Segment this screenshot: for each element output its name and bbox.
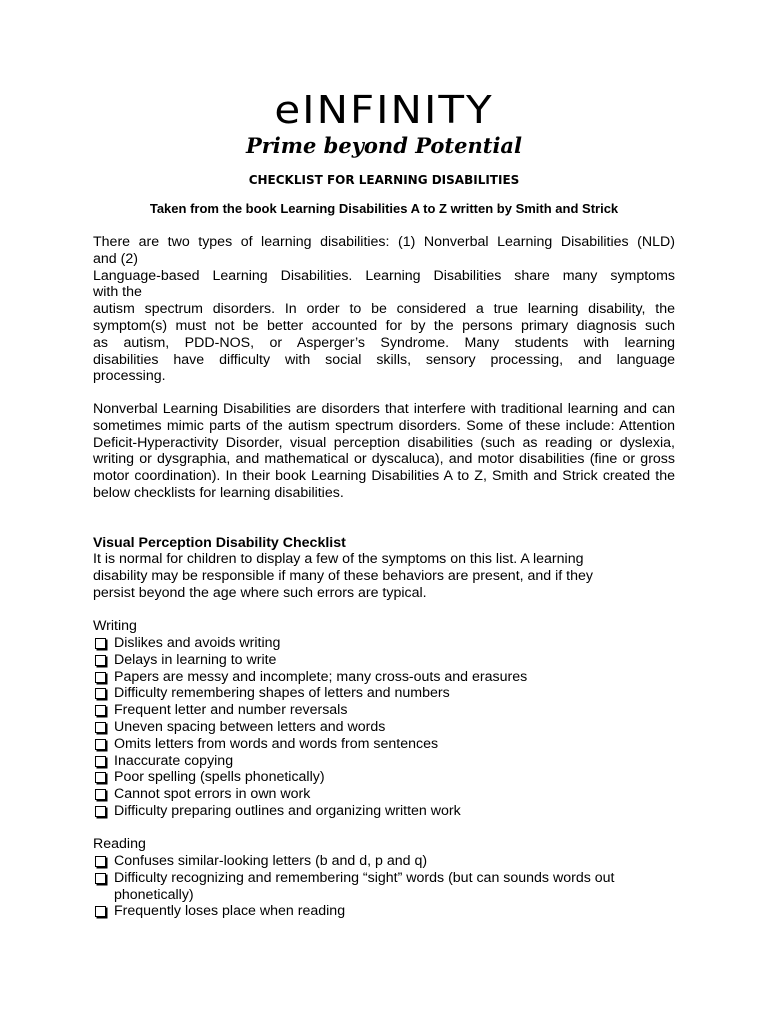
reading-checklist	[93, 853, 693, 920]
paragraph-line: disabilities have difficulty with social skills, sensory processing, and language	[93, 351, 675, 368]
checkbox-icon	[95, 873, 106, 884]
paragraph-line: autism spectrum disorders. In order to be considered a true learning disability, the	[93, 301, 675, 318]
checkbox-icon	[95, 705, 106, 716]
document-subtitle: Taken from the book Learning Disabilities A to Z written by Smith and Strick	[149, 201, 619, 216]
checklist-item-text: Uneven spacing between letters and words	[114, 718, 386, 735]
checklist-item	[93, 853, 693, 870]
checklist-item	[93, 652, 693, 669]
checklist-item-text: Difficulty recognizing and remembering “sight” words (but can sounds words out phonetically)	[114, 869, 615, 903]
checklist-item	[93, 736, 693, 753]
checklist-item-text: Papers are messy and incomplete; many cross-outs and erasures	[114, 668, 528, 685]
checklist-item	[93, 903, 693, 920]
logo-tagline: Prime beyond Potential	[245, 133, 523, 158]
logo-wordmark: eINFINITY	[274, 87, 494, 133]
checkbox-icon	[95, 756, 106, 767]
reading-label: Reading	[93, 836, 146, 852]
checkbox-icon	[95, 722, 106, 733]
checklist-item	[93, 635, 693, 652]
checklist-item	[93, 870, 693, 904]
checklist-item-text: Delays in learning to write	[114, 651, 277, 668]
checklist-item	[93, 702, 693, 719]
checklist-item	[93, 685, 693, 702]
checkbox-icon	[95, 772, 106, 783]
paragraph-line: as autism, PDD-NOS, or Asperger’s Syndrome. Many students with learning	[93, 334, 675, 351]
checklist-item-text: Difficulty preparing outlines and organizing written work	[114, 802, 461, 819]
checkbox-icon	[95, 806, 106, 817]
checklist-item-text: Dislikes and avoids writing	[114, 635, 281, 651]
checklist-item-text: Cannot spot errors in own work	[114, 786, 311, 803]
intro-line: It is normal for children to display a few of the symptoms on this list. A learning	[93, 551, 584, 567]
paragraph-line: Language-based Learning Disabilities. Learning Disabilities share many symptoms	[93, 267, 675, 284]
checklist-item	[93, 669, 693, 686]
intro-line: persist beyond the age where such errors are typical.	[93, 584, 427, 601]
checkbox-icon	[95, 856, 106, 867]
intro-paragraph	[93, 234, 675, 385]
checklist-item-text: Frequently loses place when reading	[114, 903, 346, 920]
checklist-heading: Visual Perception Disability Checklist	[93, 535, 346, 551]
paragraph-line: There are two types of learning disabilities: (1) Nonverbal Learning Disabilities (NLD)	[93, 234, 675, 250]
document-title: CHECKLIST FOR LEARNING DISABILITIES	[248, 173, 520, 187]
checklist-item	[93, 786, 693, 803]
paragraph-line: symptom(s) must not be better accounted for by the persons primary diagnosis such	[93, 317, 675, 334]
writing-checklist	[93, 635, 693, 820]
checkbox-icon	[95, 638, 106, 649]
checkbox-icon	[95, 672, 106, 683]
paragraph-line: processing.	[93, 368, 166, 385]
checklist-item-text: Omits letters from words and words from sentences	[114, 735, 439, 752]
checkbox-icon	[95, 789, 106, 800]
checkbox-icon	[95, 739, 106, 750]
checklist-item	[93, 803, 693, 820]
checklist-item	[93, 719, 693, 736]
nonverbal-paragraph: Nonverbal Learning Disabilities are disorders that interfere with traditional learning and can sometimes mimic parts of the autism spectrum disorders. Some of these include: Attention Deficit-Hyperactivity Disorder, visual perception disabilities (such as reading or dyslexia, writing or dysgraphia, and mathematical or dyscaluca), and motor disabilities (fine or gross motor coordination). In their book Learning Disabilities A to Z, Smith and Strick created the below checklists for learning disabilities.	[93, 401, 675, 501]
checklist-item	[93, 753, 693, 770]
intro-line: disability may be responsible if many of these behaviors are present, and if they	[93, 567, 593, 584]
checkbox-icon	[95, 906, 106, 917]
brand-logo	[0, 88, 768, 158]
checkbox-icon	[95, 688, 106, 699]
checklist-item-text: Inaccurate copying	[114, 752, 234, 769]
writing-label: Writing	[93, 618, 137, 634]
paragraph-line: and (2)	[93, 250, 138, 267]
checklist-item-text: Confuses similar-looking letters (b and d, p and q)	[114, 853, 428, 869]
paragraph-line: with the	[93, 284, 142, 301]
checklist-item-text: Difficulty remembering shapes of letters and numbers	[114, 685, 450, 702]
checklist-item-text: Frequent letter and number reversals	[114, 702, 348, 719]
checkbox-icon	[95, 655, 106, 666]
checklist-item	[93, 769, 693, 786]
checklist-intro	[93, 551, 693, 601]
checklist-item-text: Poor spelling (spells phonetically)	[114, 769, 325, 786]
